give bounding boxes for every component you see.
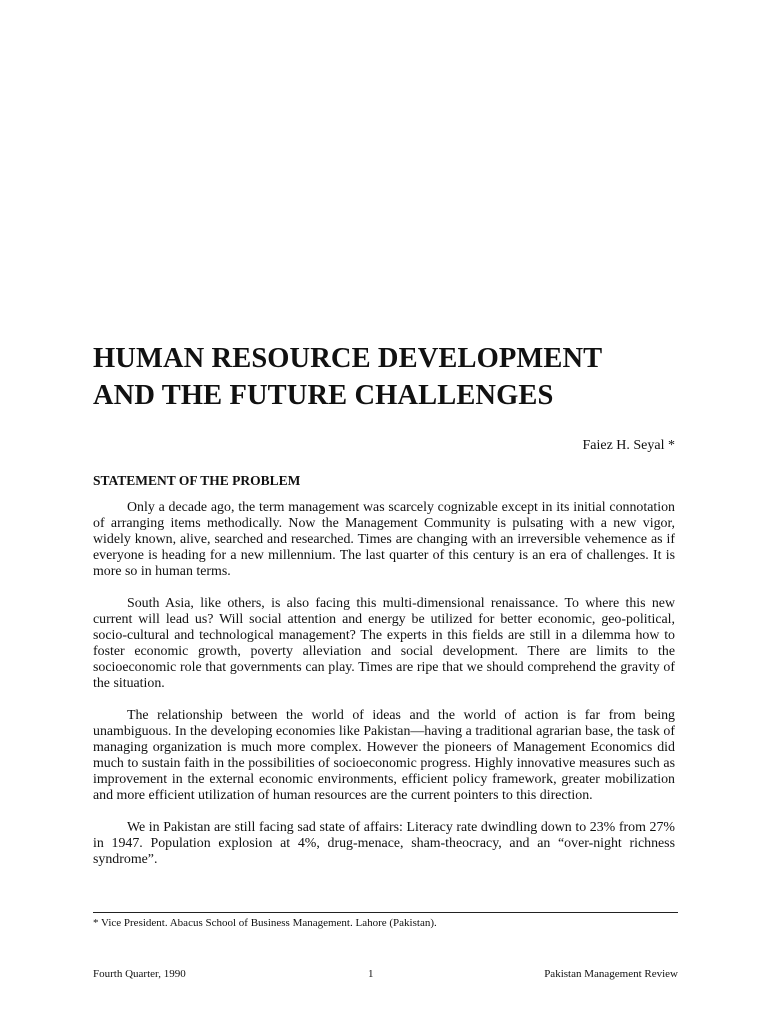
article-title-line: AND THE FUTURE CHALLENGES — [93, 380, 554, 411]
body-paragraph: The relationship between the world of ideas and the world of action is far from being unambiguous. In the developing economies like Pakistan—having a traditional agrarian base, the task of managing organization is much more complex. However the pioneers of Management Economics did much to sustain faith in the possibilities of socioeconomic progress. Highly innovative measures such as improvement in the external economic environments, efficient policy framework, greater mobilization and more efficient utilization of human resources are the current pointers to this direction. — [93, 708, 675, 803]
article-body — [93, 500, 675, 884]
body-paragraph: We in Pakistan are still facing sad state of affairs: Literacy rate dwindling down to 23% from 27% in 1947. Population explosion at 4%, drug-menace, sham-theocracy, and an “over-night richness syndrome”. — [93, 820, 675, 867]
page-number: 1 — [368, 968, 374, 980]
section-heading: STATEMENT OF THE PROBLEM — [93, 473, 301, 488]
footer-issue: Fourth Quarter, 1990 — [93, 968, 186, 980]
footnote: * Vice President. Abacus School of Business Management. Lahore (Pakistan). — [93, 917, 437, 929]
author-byline: Faiez H. Seyal * — [582, 438, 675, 453]
body-paragraph: Only a decade ago, the term management was scarcely cognizable except in its initial connotation of arranging items methodically. Now the Management Community is pulsating with a new vigor, widely known, alive, searched and researched. Times are changing with an irreversible vehemence as if everyone is heading for a new millennium. The last quarter of this century is an era of challenges. It is more so in human terms. — [93, 500, 675, 579]
footer-journal: Pakistan Management Review — [544, 968, 678, 980]
footnote-divider — [93, 912, 678, 913]
page-footer — [93, 967, 678, 981]
article-title — [93, 340, 693, 414]
article-title-line: HUMAN RESOURCE DEVELOPMENT — [93, 343, 603, 374]
body-paragraph: South Asia, like others, is also facing this multi-dimensional renaissance. To where this new current will lead us? Will social attention and energy be utilized for better economic, geo-political, socio-cultural and technological management? The experts in this fields are still in a dilemma how to foster economic growth, poverty alleviation and social development. There are limits to the socioeconomic role that governments can play. Times are ripe that we should comprehend the gravity of the situation. — [93, 596, 675, 691]
